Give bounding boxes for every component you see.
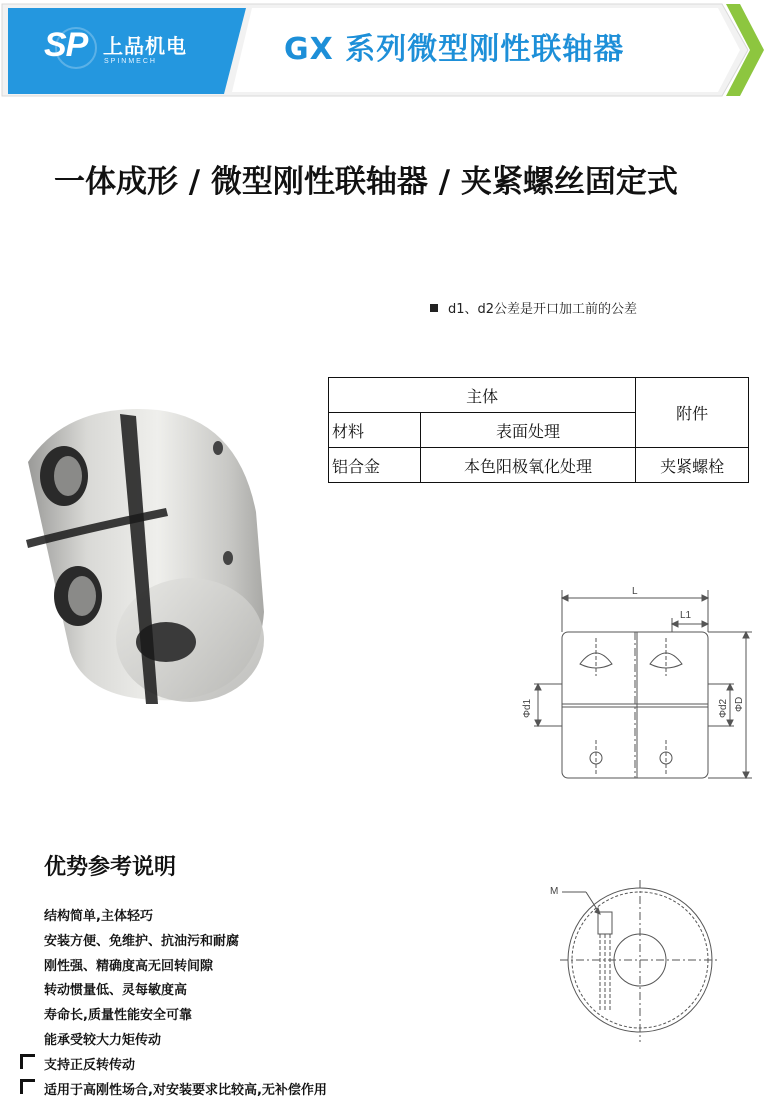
surface-value: 本色阳极氧化处理 (420, 448, 635, 483)
dim-L1-label: L1 (680, 610, 692, 621)
side-view-drawing (520, 580, 760, 810)
accessory-value: 夹紧螺栓 (636, 448, 749, 483)
page-title: 一体成形 / 微型刚性联轴器 / 夹紧螺丝固定式 (54, 164, 678, 200)
end-view-drawing (540, 870, 730, 1090)
dim-d1-label: Φd1 (522, 698, 533, 718)
advantages-list (44, 905, 327, 1103)
material-value: 铝合金 (329, 448, 421, 483)
list-item: 寿命长,质量性能安全可靠 (44, 1008, 192, 1024)
brand-name-en: SPINMECH (104, 58, 157, 65)
series-title: GX 系列微型刚性联轴器 (284, 32, 625, 67)
list-item: 安装方便、免维护、抗油污和耐腐 (44, 933, 240, 949)
accessory-header: 附件 (636, 378, 749, 448)
header-banner (0, 0, 780, 100)
dim-M-label: M (550, 886, 559, 897)
material-header: 材料 (329, 413, 421, 448)
list-item: 转动惯量低、灵每敏度高 (44, 983, 188, 999)
brand-name-cn: 上品机电 (103, 34, 187, 58)
list-item: 结构简单,主体轻巧 (44, 909, 153, 924)
coupling-product-image (8, 392, 278, 712)
list-item: 支持正反转传动 (44, 1054, 327, 1079)
square-bullet-icon (430, 304, 438, 312)
spec-table (328, 377, 749, 483)
list-item: 适用于高刚性场合,对安装要求比较高,无补偿作用 (44, 1079, 327, 1103)
advantages-title: 优势参考说明 (44, 855, 177, 880)
surface-header: 表面处理 (420, 413, 635, 448)
dim-L-label: L (632, 586, 638, 597)
list-item: 能承受较大力矩传动 (44, 1032, 162, 1048)
dim-D-label: ΦD (734, 696, 745, 712)
tolerance-note (430, 298, 637, 317)
tolerance-note-text: d1、d2公差是开口加工前的公差 (448, 302, 638, 317)
main-body-header: 主体 (329, 378, 636, 413)
list-item: 刚性强、精确度高无回转间隙 (44, 958, 214, 974)
dim-d2-label: Φd2 (718, 698, 729, 718)
logo-mark: SP (44, 26, 88, 64)
